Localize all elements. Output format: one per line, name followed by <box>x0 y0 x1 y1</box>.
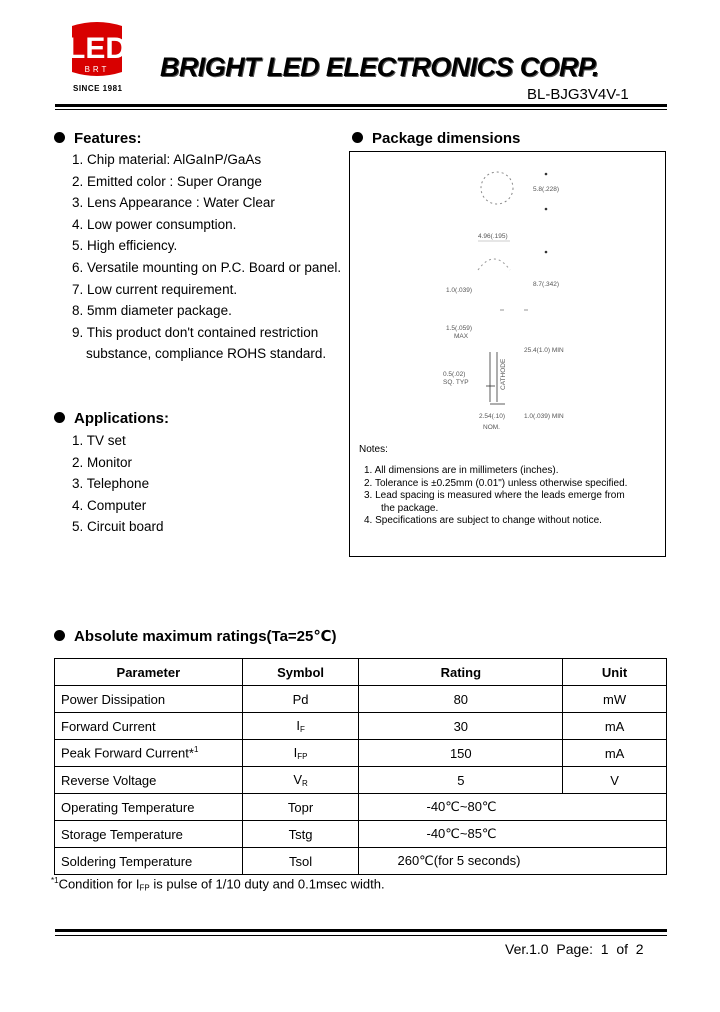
bullet-icon <box>54 630 65 641</box>
applications-heading: Applications: <box>54 410 169 427</box>
dim-label: 0.5(.02) <box>443 371 466 378</box>
features-heading: Features: <box>54 130 142 147</box>
version: Ver.1.0 <box>505 941 549 957</box>
note-item: the package. <box>381 502 439 514</box>
feature-item: 8. 5mm diameter package. <box>72 303 232 319</box>
bullet-icon <box>352 132 363 143</box>
company-name: BRIGHT LED ELECTRONICS CORP. <box>160 52 599 82</box>
application-item: 3. Telephone <box>72 476 150 492</box>
ratings-heading: Absolute maximum ratings(Ta=25℃) <box>54 627 337 645</box>
col-header: Parameter <box>55 659 243 686</box>
features-list <box>72 149 341 365</box>
dim-label: SQ. TYP <box>443 379 469 386</box>
page-footer <box>505 941 644 957</box>
header-rule <box>55 104 667 107</box>
dim-label: 1.0(.039) MIN <box>524 413 564 420</box>
page-label: Page: <box>556 941 593 957</box>
logo-subtext: BRT <box>84 65 110 74</box>
table-row: Soldering Temperature Tsol 260℃(for 5 seconds) <box>55 848 667 875</box>
feature-item: 9. This product don't contained restriction <box>72 324 319 340</box>
footer-rule-thin <box>55 935 667 936</box>
dim-label: 25.4(1.0) MIN <box>524 347 564 354</box>
col-header: Rating <box>359 659 563 686</box>
dim-label: 4.96(.195) <box>478 233 508 240</box>
logo-text: LED <box>68 32 126 65</box>
feature-item: 2. Emitted color : Super Orange <box>72 173 262 189</box>
note-item: 3. Lead spacing is measured where the leads emerge from <box>364 490 625 501</box>
notes-title: Notes: <box>359 444 388 455</box>
table-row: Reverse Voltage $V_R$ 5 V <box>55 767 667 794</box>
feature-item: substance, compliance ROHS standard. <box>86 346 327 362</box>
page-total: 2 <box>635 941 644 957</box>
dim-label: CATHODE <box>500 358 507 390</box>
table-row: Operating Temperature Topr -40℃~80℃ <box>55 794 667 821</box>
feature-item: 5. High efficiency. <box>72 238 178 254</box>
dim-label: MAX <box>454 333 469 340</box>
page-of: of <box>616 941 629 957</box>
dim-label: 5.8(.228) <box>533 186 560 193</box>
feature-item: 7. Low current requirement. <box>72 281 238 297</box>
application-item: 2. Monitor <box>72 454 133 470</box>
dim-label: NOM. <box>483 424 500 431</box>
company-logo <box>68 22 126 84</box>
table-row: Forward Current $I_F$ 30 mA <box>55 713 667 740</box>
table-row: Peak Forward Current*$^1$ $I_{FP}$ 150 mA <box>55 740 667 767</box>
col-header: Unit <box>563 659 667 686</box>
note-item: 2. Tolerance is ±0.25mm (0.01") unless otherwise specified. <box>364 477 628 489</box>
note-item: 1. All dimensions are in millimeters (inches). <box>364 465 559 476</box>
bullet-icon <box>54 412 65 423</box>
bullet-icon <box>54 132 65 143</box>
col-header: Symbol <box>242 659 359 686</box>
feature-item: 4. Low power consumption. <box>72 216 237 232</box>
package-heading: Package dimensions <box>352 130 520 147</box>
footer-rule <box>55 929 667 932</box>
header-rule-thin <box>55 109 667 110</box>
ratings-table <box>54 658 667 875</box>
ratings-footnote: $^{*1}$Condition for $I_{FP}$ is pulse of 1/10 duty and 0.1msec width. <box>51 876 385 893</box>
package-drawing <box>350 152 665 442</box>
feature-item: 6. Versatile mounting on P.C. Board or panel. <box>72 259 342 275</box>
applications-list <box>72 430 164 538</box>
table-row: Storage Temperature Tstg -40℃~85℃ <box>55 821 667 848</box>
application-item: 5. Circuit board <box>72 519 164 535</box>
dim-label: 8.7(.342) <box>533 281 560 288</box>
application-item: 1. TV set <box>72 433 126 448</box>
table-row: Power Dissipation Pd 80 mW <box>55 686 667 713</box>
application-item: 4. Computer <box>72 497 147 513</box>
logo-since: SINCE 1981 <box>73 84 123 93</box>
page-number: 1 <box>600 941 609 957</box>
feature-item: 1. Chip material: AlGaInP/GaAs <box>72 152 262 167</box>
note-item: 4. Specifications are subject to change without notice. <box>364 515 602 526</box>
part-number: BL-BJG3V4V-1 <box>527 86 629 103</box>
notes-list <box>364 465 627 528</box>
table-header-row <box>55 659 667 686</box>
package-drawing-box <box>349 151 666 557</box>
dim-label: 1.0(.039) <box>446 287 473 294</box>
feature-item: 3. Lens Appearance : Water Clear <box>72 195 275 211</box>
dim-label: 1.5(.059) <box>446 325 473 332</box>
dim-label: 2.54(.10) <box>479 413 506 420</box>
